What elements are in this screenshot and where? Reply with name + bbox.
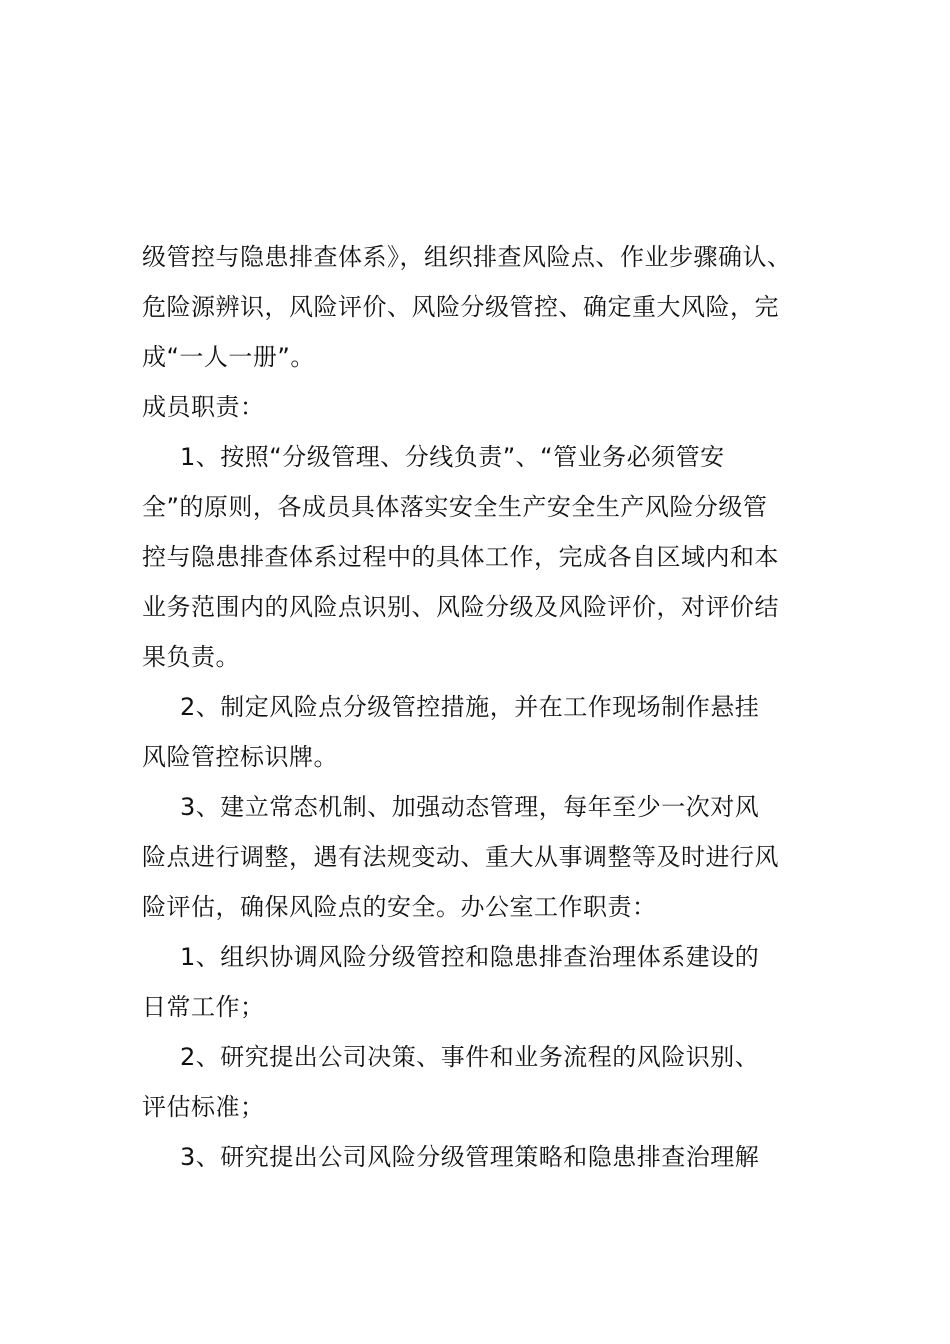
text-line: 全”的原则，各成员具体落实安全生产安全生产风险分级管 — [142, 493, 768, 521]
section-heading: 成员职责： — [142, 393, 265, 421]
document-body — [142, 232, 802, 1182]
text-line: 级管控与隐患排查体系》，组织排查风险点、作业步骤确认、 — [142, 243, 792, 271]
text-line: 1、按照“分级管理、分线负责”、“管业务必须管安 — [180, 443, 725, 471]
text-line: 险评估，确保风险点的安全。办公室工作职责： — [142, 893, 657, 921]
text-line: 险点进行调整，遇有法规变动、重大从事调整等及时进行风 — [142, 843, 779, 871]
text-line: 3、研究提出公司风险分级管理策略和隐患排查治理解 — [180, 1143, 760, 1171]
text-line: 风险管控标识牌。 — [142, 743, 338, 771]
text-line: 评估标准； — [142, 1093, 265, 1121]
text-line: 日常工作； — [142, 993, 265, 1021]
text-line: 2、制定风险点分级管控措施，并在工作现场制作悬挂 — [180, 693, 760, 721]
text-line: 2、研究提出公司决策、事件和业务流程的风险识别、 — [180, 1043, 760, 1071]
text-line: 危险源辨识，风险评价、风险分级管控、确定重大风险，完 — [142, 293, 779, 321]
text-line: 成“一人一册”。 — [142, 343, 315, 371]
text-line: 控与隐患排查体系过程中的具体工作，完成各自区域内和本 — [142, 543, 779, 571]
text-line: 1、组织协调风险分级管控和隐患排查治理体系建设的 — [180, 943, 760, 971]
text-line: 业务范围内的风险点识别、风险分级及风险评价，对评价结 — [142, 593, 779, 621]
text-line: 果负责。 — [142, 643, 240, 671]
text-line: 3、建立常态机制、加强动态管理，每年至少一次对风 — [180, 793, 760, 821]
